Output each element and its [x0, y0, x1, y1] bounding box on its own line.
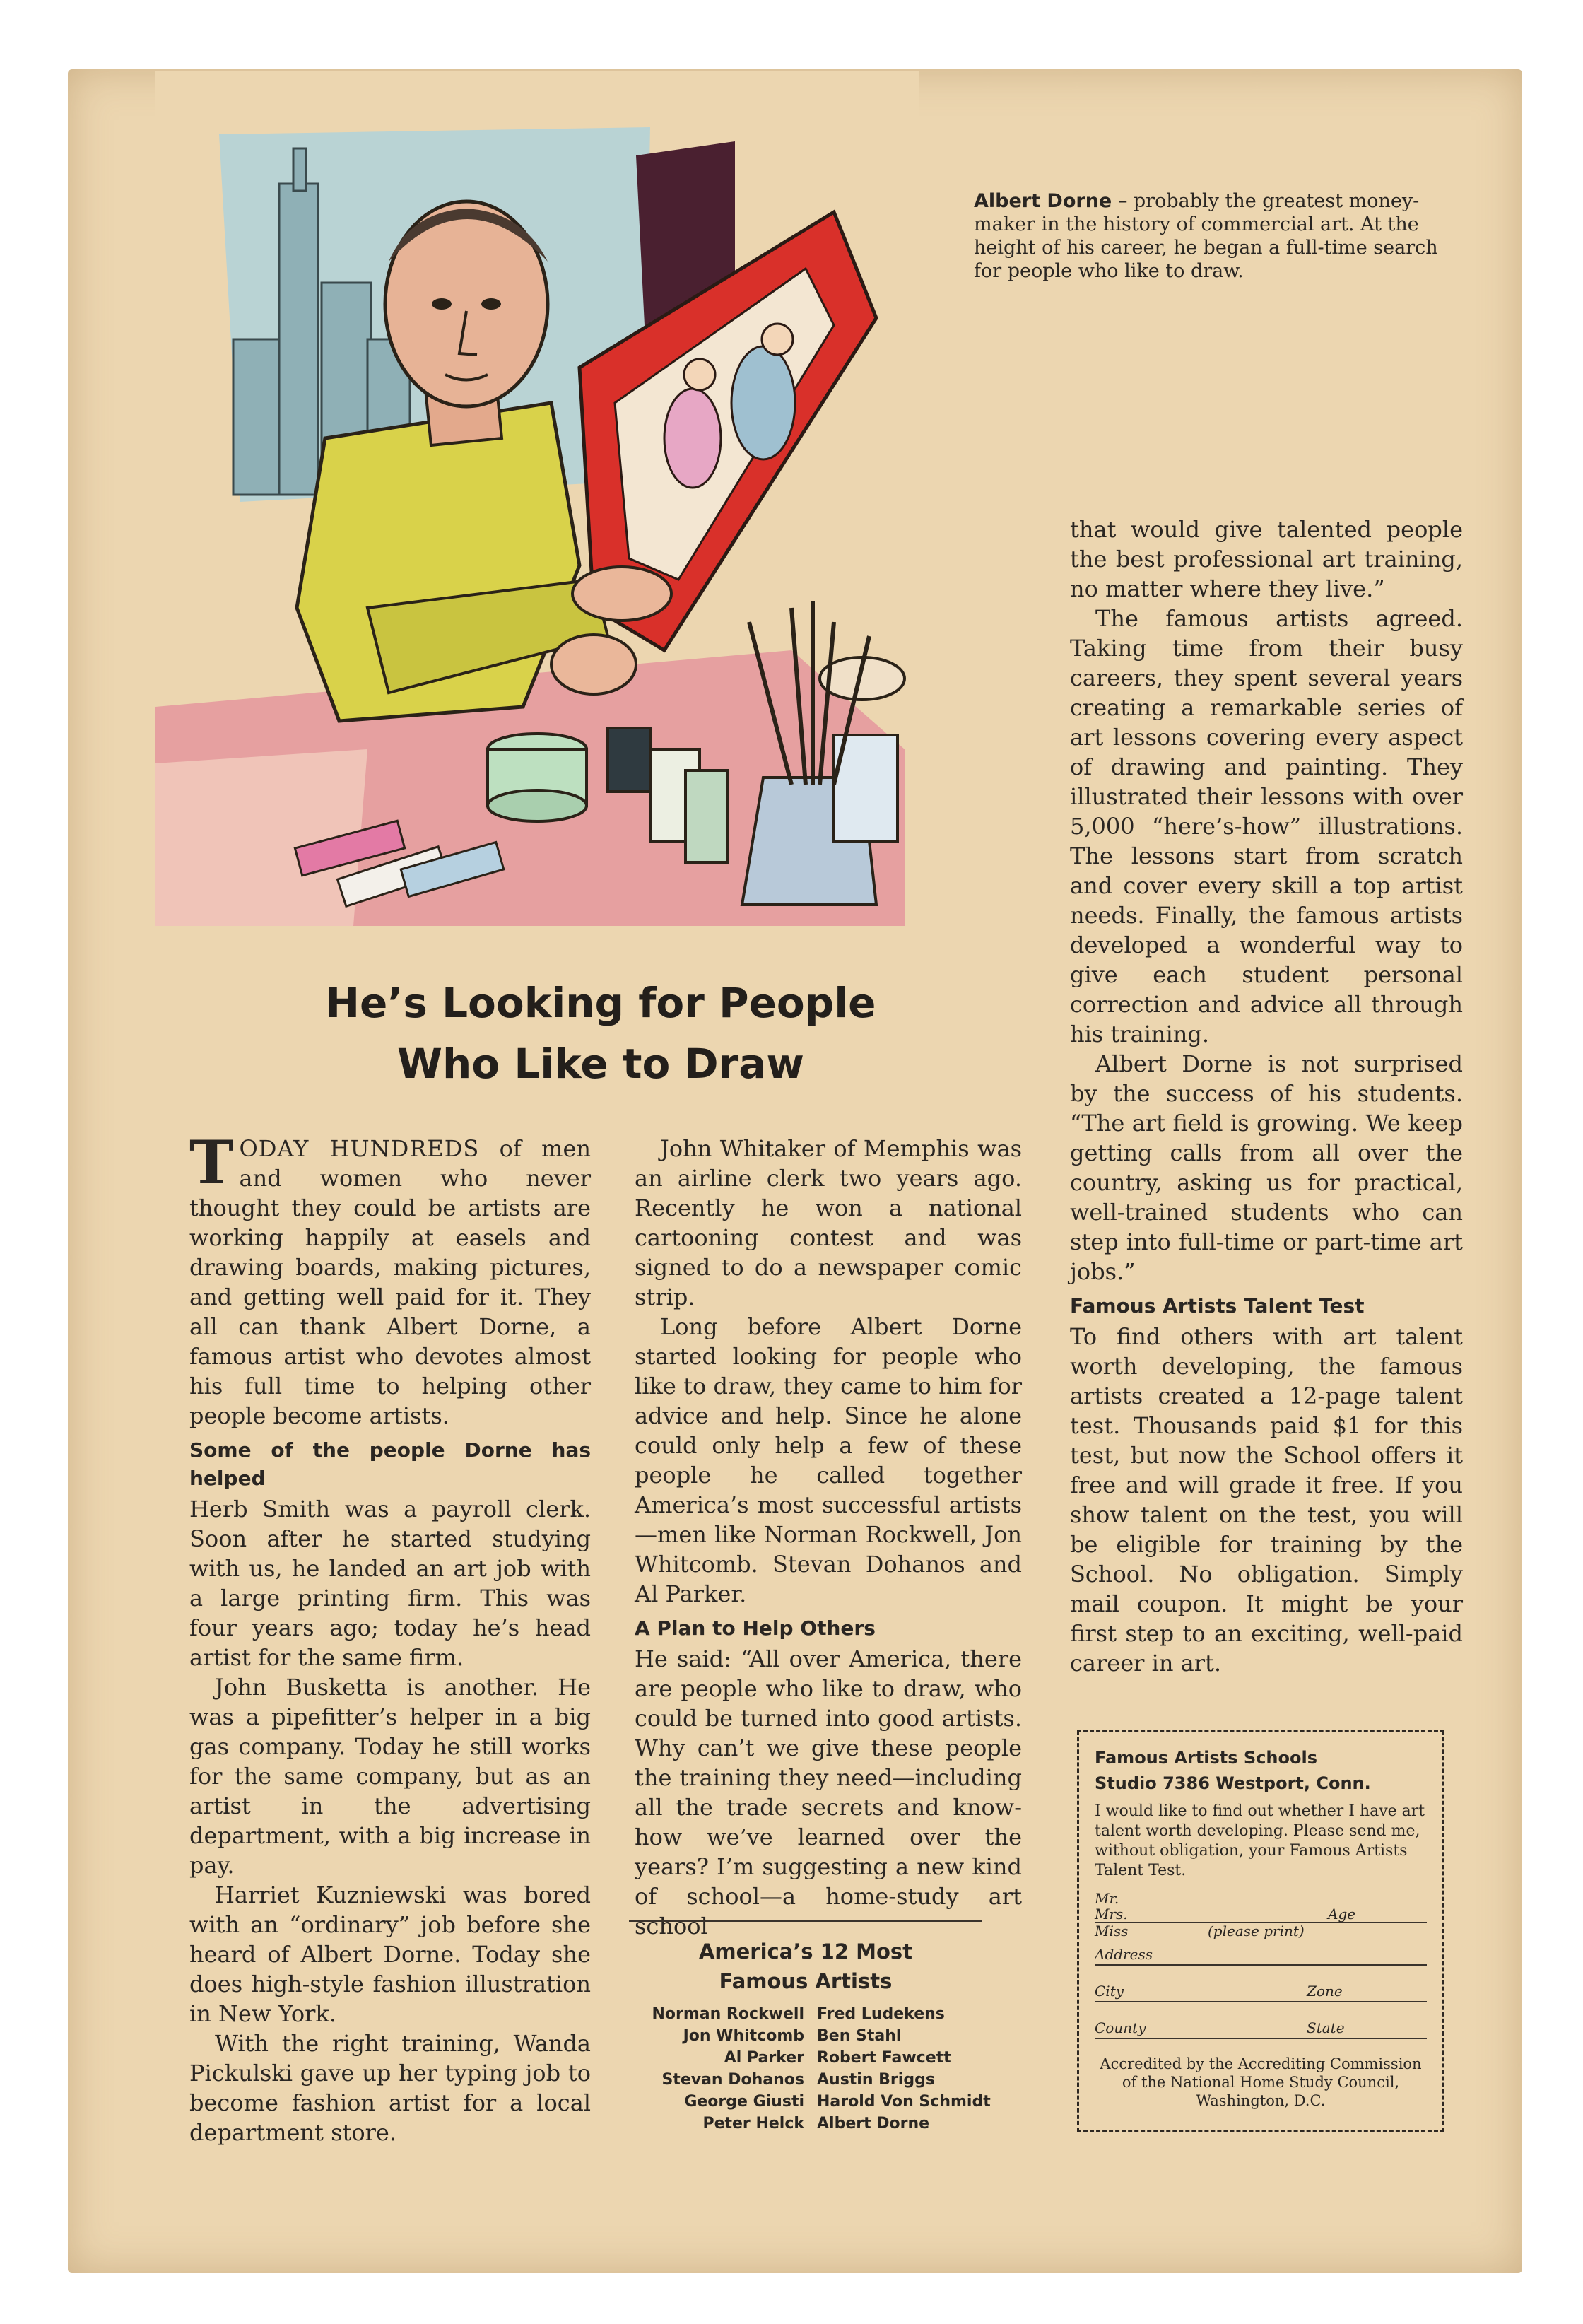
paragraph-harriet: Harriet Kuzniewski was bored with an “ordinary” job before she heard of Albert Dorne. Today she does high-style fashion illustration in New York.: [189, 1882, 591, 2027]
coupon-school: Famous Artists Schools: [1095, 1748, 1317, 1768]
artist-name: Al Parker: [724, 2049, 804, 2067]
paragraph-long-before: Long before Albert Dorne started looking for people who like to draw, they came to him for advice and help. Since he alone could only help a few of these people he called together America’s most successful artists —men like Norman Rockwell, Jon Whitcomb. Stevan Dohanos and Al Parker.: [635, 1313, 1022, 1607]
subhead-dorne-helped: Some of the people Dorne has helped: [189, 1438, 591, 1490]
artist-name: Harold Von Schmidt: [817, 2093, 991, 2111]
caption-text: – probably the greatest money-maker in the history of commercial art. At the height of his career, he began a full-time search for people who like to draw.: [974, 190, 1438, 282]
paragraph-herb-smith: Herb Smith was a payroll clerk. Soon after he started studying with us, he landed an art job with a large printing firm. This was four years ago; today he’s head artist for the same firm.: [189, 1496, 591, 1671]
intro-paragraph: [189, 1127, 592, 1431]
paragraph-he-said: He said: “All over America, there are people who like to draw, who could be turned into good artists. Why can’t we give these people the training they need—including all the trade secrets and know-how we’ve learned over the years? I’m suggesting a new kind of school—a home-study art school: [635, 1645, 1022, 1939]
headline-line2: Who Like to Draw: [397, 1040, 804, 1088]
coupon-mrs: Mrs.: [1095, 1906, 1128, 1923]
coupon-miss: Miss: [1095, 1923, 1129, 1939]
coupon-mrs-line[interactable]: [1095, 1906, 1427, 1923]
artist-name: Austin Briggs: [817, 2071, 935, 2089]
coupon-address-label: Address: [1095, 1946, 1153, 1963]
artist-name: George Giusti: [684, 2093, 804, 2111]
coupon-age: Age: [1328, 1906, 1356, 1923]
artist-name: Albert Dorne: [817, 2115, 930, 2132]
caption-name: Albert Dorne: [974, 190, 1112, 212]
coupon-address-field[interactable]: [1095, 1944, 1427, 1966]
coupon-accreditation: Accredited by the Accrediting Commission of the National Home Study Council, Washington, D.C.: [1100, 2055, 1422, 2109]
paragraph-wanda: With the right training, Wanda Pickulski gave up her typing job to become fashion artist for a local department store.: [189, 2030, 591, 2146]
coupon-mr: Mr.: [1095, 1890, 1119, 1907]
drop-cap: T: [189, 1127, 234, 1197]
paragraph-not-surprised: Albert Dorne is not surprised by the success of his students. “The art field is growing. We keep getting calls from all over the country, asking us for practical, well-trained students who can step into full-time or part-time art jobs.”: [1070, 1050, 1463, 1285]
divider-rule: [629, 1920, 982, 1922]
artist-name: Peter Helck: [702, 2115, 804, 2132]
paragraph-talent-test: To find others with art talent worth developing, the famous artists created a 12-page talent test. Thousands paid $1 for this test, but now the School offers it free and will grade it free. If you show talent on the test, you will be eligible for training by the School. No obligation. Simply mail coupon. It might be your first step to an exciting, well-paid career in art.: [1070, 1323, 1463, 1677]
intro-smallcaps: ODAY HUNDREDS: [239, 1135, 480, 1162]
coupon-studio: Studio 7386 Westport, Conn.: [1095, 1773, 1371, 1793]
coupon-please-print: (please print): [1208, 1923, 1305, 1939]
artist-name: Jon Whitcomb: [683, 2027, 804, 2045]
coupon-city-field[interactable]: [1095, 1981, 1427, 2002]
artist-name: Robert Fawcett: [817, 2049, 951, 2067]
intro-text: of men and women who never thought they could be artists are working happily at easels and drawing boards, making pictures, and getting well paid for it. They all can thank Albert Dorne, a famous artist who devotes almost his full time to helping other people become artists.: [189, 1135, 592, 1429]
paragraph-john-whitaker: John Whitaker of Memphis was an airline clerk two years ago. Recently he won a national cartooning contest and was signed to do a newspaper comic strip.: [635, 1135, 1022, 1310]
coupon-body: I would like to find out whether I have art talent worth developing. Please send me, without obligation, your Famous Artists Talent Test.: [1095, 1802, 1425, 1879]
coupon-name-block: [1095, 1891, 1427, 1939]
artists-title-line1: America’s 12 Most: [698, 1939, 913, 1964]
artist-name: Stevan Dohanos: [661, 2071, 804, 2089]
artist-name: Fred Ludekens: [817, 2005, 945, 2023]
artist-name: Ben Stahl: [817, 2027, 902, 2045]
artist-name: Norman Rockwell: [652, 2005, 804, 2023]
coupon-city-label: City: [1095, 1983, 1124, 2000]
illustration-caption: [974, 189, 1440, 283]
coupon-county-label: County: [1095, 2019, 1146, 2036]
headline: [212, 973, 989, 1094]
artist-illustration: [155, 71, 919, 926]
article-column-3: [1070, 515, 1463, 1678]
article-column-1: [189, 1127, 592, 2147]
paragraph-artists-agreed: The famous artists agreed. Taking time from their busy careers, they spent several years creating a remarkable series of art lessons covering every aspect of drawing and painting. They illustrated their lessons with over 5,000 “here’s-how” illustrations. The lessons start from scratch and cover every skill a top artist needs. Finally, the famous artists developed a wonderful way to give each student personal correction and advice all through his training.: [1070, 605, 1463, 1047]
headline-line1: He’s Looking for People: [325, 979, 876, 1027]
artists-title-line2: Famous Artists: [719, 1969, 893, 1993]
coupon-zone-label: Zone: [1307, 1983, 1343, 2000]
paragraph-continued: that would give talented people the best professional art training, no matter where they live.”: [1070, 516, 1463, 602]
mail-coupon: [1077, 1730, 1444, 2132]
coupon-county-field[interactable]: [1095, 2018, 1427, 2039]
paragraph-john-busketta: John Busketta is another. He was a pipefitter’s helper in a big gas company. Today he still works for the same company, but as an artist in the advertising department, with a big increase in pay.: [189, 1674, 591, 1879]
coupon-miss-line: [1095, 1923, 1427, 1939]
coupon-state-label: State: [1307, 2019, 1345, 2036]
subhead-plan: A Plan to Help Others: [635, 1616, 876, 1640]
subhead-talent-test: Famous Artists Talent Test: [1070, 1294, 1365, 1317]
article-column-2: [635, 1134, 1022, 1941]
artists-box-title: [622, 1937, 989, 1996]
